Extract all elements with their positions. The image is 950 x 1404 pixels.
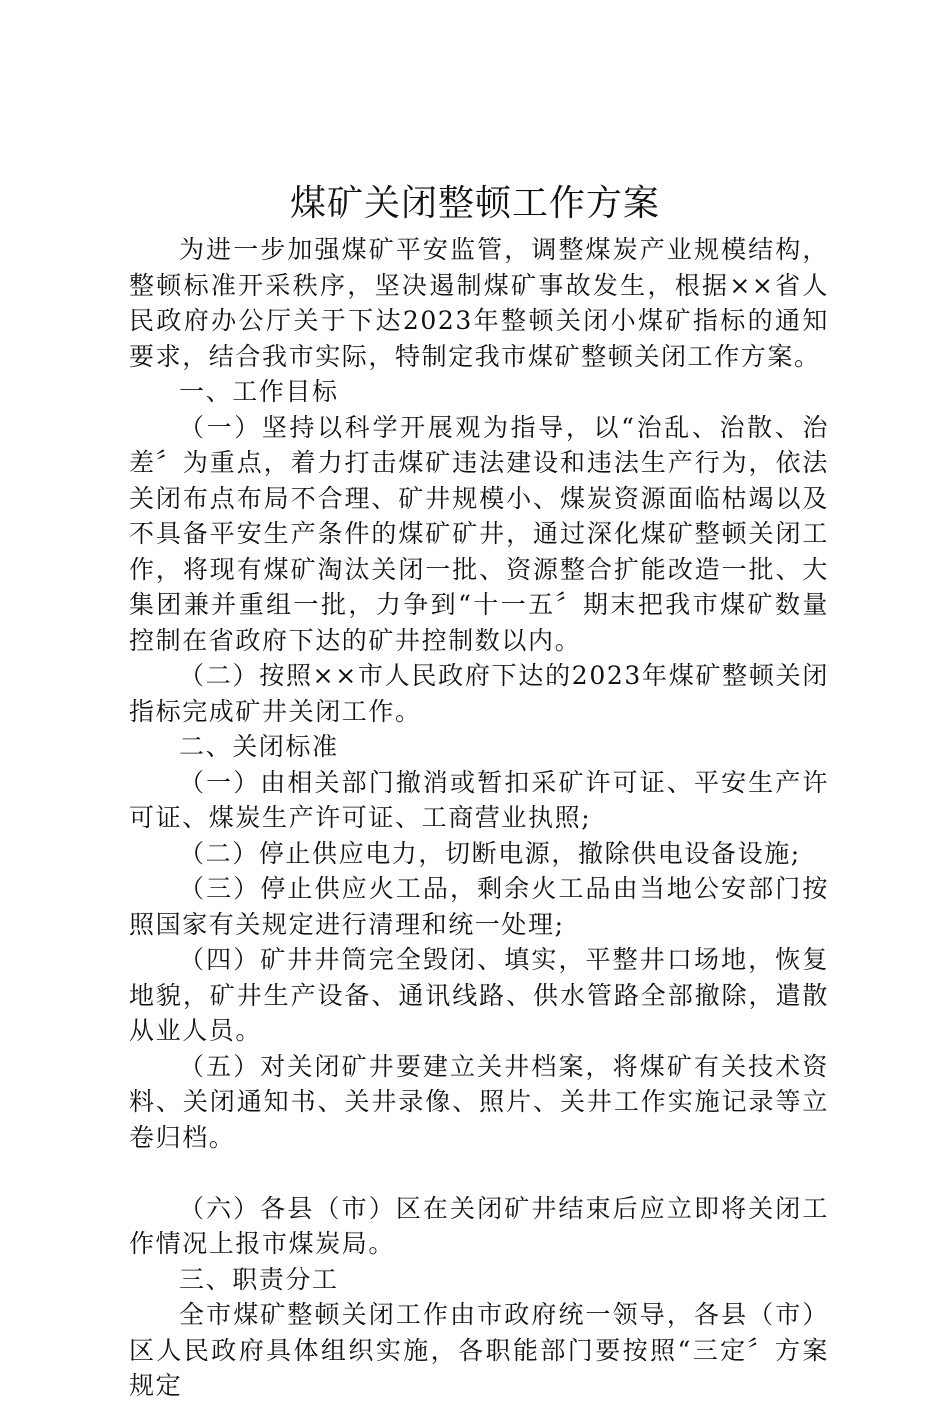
section-heading-standards: 二、关闭标准 [179,732,339,761]
standards-item-5: （五）对关闭矿井要建立关井档案，将煤矿有关技术资料、关闭通知书、关井录像、照片、关井工作实施记录等立卷归档。 [129,1051,829,1152]
goals-item-2: （二）按照××市人民政府下达的2023年煤矿整顿关闭指标完成矿井关闭工作。 [129,661,829,726]
intro-paragraph: 为进一步加强煤矿平安监管，调整煤炭产业规模结构，整顿标准开采秩序，坚决遏制煤矿事故发生，根据××省人民政府办公厅关于下达2023年整顿关闭小煤矿指标的通知要求，结合我市实际，特制定我市煤矿整顿关闭工作方案。 [129,235,829,371]
standards-item-6: （六）各县（市）区在关闭矿井结束后应立即将关闭工作情况上报市煤炭局。 [129,1193,829,1258]
duties-paragraph: 全市煤矿整顿关闭工作由市政府统一领导，各县（市）区人民政府具体组织实施，各职能部门要按照“三定〞方案规定 [129,1300,829,1400]
standards-item-4: （四）矿井井筒完全毁闭、填实，平整井口场地，恢复地貌，矿井生产设备、通讯线路、供水管路全部撤除，遣散从业人员。 [129,945,829,1045]
standards-item-1: （一）由相关部门撤消或暂扣采矿许可证、平安生产许可证、煤炭生产许可证、工商营业执照; [129,767,829,832]
document-title: 煤矿关闭整顿工作方案 [289,183,660,224]
section-heading-duties: 三、职责分工 [179,1264,339,1294]
standards-item-2: （二）停止供应电力，切断电源，撤除供电设备设施; [179,838,801,868]
standards-item-3: （三）停止供应火工品，剩余火工品由当地公安部门按照国家有关规定进行清理和统一处理; [129,874,829,939]
section-heading-goals: 一、工作目标 [179,377,339,406]
goals-item-1: （一）坚持以科学开展观为指导，以“治乱、治散、治差〞为重点，着力打击煤矿违法建设和违法生产行为，依法关闭布点布局不合理、矿井规模小、煤炭资源面临枯竭以及不具备平安生产条件的煤矿矿井，通过深化煤矿整顿关闭工作，将现有煤矿淘汰关闭一批、资源整合扩能改造一批、大集团兼并重组一批，力争到“十一五〞期末把我市煤矿数量控制在省政府下达的矿井控制数以内。 [129,412,829,655]
document-body [129,232,829,1404]
